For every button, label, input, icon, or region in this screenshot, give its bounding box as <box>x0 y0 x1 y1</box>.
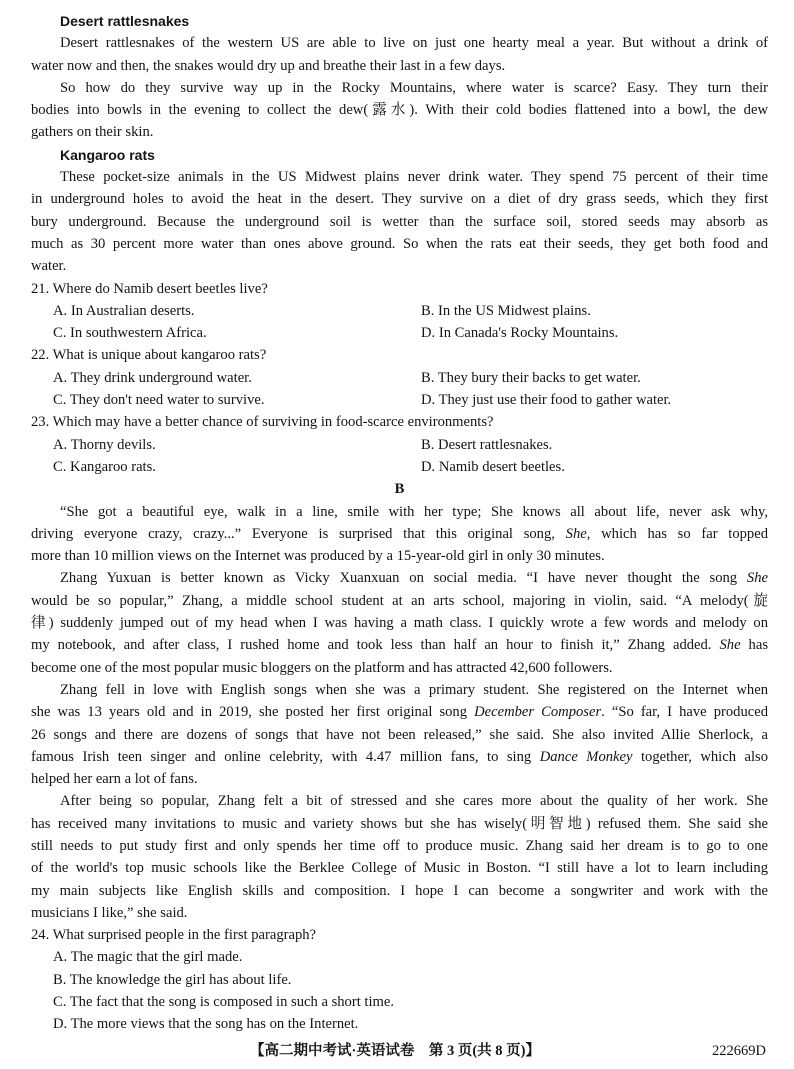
paragraph-line: has received many invitations to music and variety shows but she has wisely(明智地) refused them. She said she <box>31 815 768 832</box>
text-run: , which has so far topped <box>586 525 768 542</box>
text-run: Zhang Yuxuan is better known as Vicky Xuanxuan on social media. “I have never thought the song <box>60 570 747 587</box>
paragraph-line: bodies into bowls in the evening to collect the dew(露水). With their cold bodies flattened into a bowl, the dew <box>31 102 768 119</box>
paragraph-line: musicians I like,” she said. <box>31 904 188 921</box>
paragraph-line: still needs to put study first and only spends her time off to produce music. Zhang said her dream is to go to one <box>31 837 768 854</box>
option-b: B. The knowledge the girl has about life. <box>53 971 292 988</box>
text-run: famous Irish teen singer and online celebrity, with 4.47 million fans, to sing <box>31 748 540 765</box>
text-run: my notebook, and after class, I rushed home and took less than half an hour to finish it,” Zhang added. <box>31 637 720 654</box>
section-heading-snakes: Desert rattlesnakes <box>60 13 190 29</box>
question-21-options-row <box>31 300 768 322</box>
part-b-heading: B <box>394 481 405 498</box>
text-run: has <box>740 637 769 654</box>
paragraph-line <box>31 701 768 723</box>
paragraph-line: Desert rattlesnakes of the western US are able to live on just one hearty meal a year. But without a drink of <box>60 35 768 52</box>
question-23-options-row <box>31 456 768 478</box>
paragraph-line: water. <box>31 258 67 275</box>
question-24-stem: 24. What surprised people in the first paragraph? <box>31 927 317 944</box>
paragraph-line <box>31 634 768 656</box>
song-title: She <box>746 570 768 587</box>
paragraph-line: water now and then, the snakes would dry up and breathe their last in a few days. <box>31 57 506 74</box>
exam-code: 222669D <box>712 1043 766 1059</box>
option-d: D. In Canada's Rocky Mountains. <box>421 325 619 342</box>
page-footer <box>0 1040 794 1062</box>
option-c: C. In southwestern Africa. <box>53 325 207 342</box>
paragraph-line: bury underground. Because the underground soil is wetter than the surface soil, stored seeds may absorb as <box>31 213 768 230</box>
paragraph-line: “She got a beautiful eye, walk in a line, smile with her type; She knows all about life, never ask why, <box>60 503 768 520</box>
option-c: C. They don't need water to survive. <box>53 392 265 409</box>
paragraph-line: gathers on their skin. <box>31 124 154 141</box>
option-c: C. Kangaroo rats. <box>53 458 156 475</box>
paragraph-line: would be so popular,” Zhang, a middle school student at an arts school, majoring in violin, said. “A melody(旋 <box>31 592 768 609</box>
song-title: She <box>719 637 741 654</box>
question-21-stem: 21. Where do Namib desert beetles live? <box>31 280 268 297</box>
song-title: December Composer <box>474 704 602 721</box>
exam-title-footer: 【高二期中考试·英语试卷 第 3 页(共 8 页)】 <box>250 1043 540 1059</box>
paragraph-line: my main subjects like English skills and composition. I hope I can become a songwriter and work with the <box>31 882 768 899</box>
option-a: A. In Australian deserts. <box>53 302 195 319</box>
text-run: driving everyone crazy, crazy...” Everyone is surprised that this original song, <box>31 525 566 542</box>
text-run: together, which also <box>632 748 769 765</box>
question-22-options-row <box>31 389 768 411</box>
question-22-options-row <box>31 367 768 389</box>
text-run: she was 13 years old and in 2019, she posted her first original song <box>31 704 475 721</box>
song-title: Dance Monkey <box>539 748 633 765</box>
paragraph-line: more than 10 million views on the Internet was produced by a 15-year-old girl in only 30 minutes. <box>31 548 605 565</box>
option-b: B. Desert rattlesnakes. <box>421 436 553 453</box>
paragraph-line <box>31 567 768 589</box>
option-d: D. Namib desert beetles. <box>421 458 565 475</box>
exam-page <box>31 10 768 1036</box>
option-a: A. Thorny devils. <box>53 436 156 453</box>
option-d: D. The more views that the song has on the Internet. <box>53 1016 359 1033</box>
question-23-stem: 23. Which may have a better chance of surviving in food-scarce environments? <box>31 414 494 431</box>
paragraph-line: of the world's top music schools like the Berklee College of Music in Boston. “I still have a lot to learn including <box>31 860 768 877</box>
paragraph-line: So how do they survive way up in the Rocky Mountains, where water is scarce? Easy. They turn their <box>60 79 768 96</box>
song-title: She <box>565 525 587 542</box>
question-21-options-row <box>31 322 768 344</box>
paragraph-line: After being so popular, Zhang felt a bit of stressed and she cares more about the quality of her work. She <box>60 793 768 810</box>
paragraph-line: much as 30 percent more water than ones above ground. So when the rats eat their seeds, they get both food and <box>31 235 768 252</box>
option-b: B. They bury their backs to get water. <box>421 369 641 386</box>
paragraph-line: helped her earn a lot of fans. <box>31 771 198 788</box>
paragraph-line: 26 songs and there are dozens of songs that have not been released,” she said. She also invited Allie Sherlock, a <box>31 726 768 743</box>
option-d: D. They just use their food to gather water. <box>421 392 672 409</box>
section-heading-rats: Kangaroo rats <box>60 146 155 163</box>
paragraph-line <box>31 746 768 768</box>
paragraph-line: 律) suddenly jumped out of my head when I was having a math class. I quickly wrote a few words and melody on <box>31 615 768 632</box>
option-a: A. They drink underground water. <box>53 369 252 386</box>
paragraph-line: in underground holes to avoid the heat in the desert. They survive on a diet of dry grass seeds, which they first <box>31 191 768 208</box>
option-a: A. The magic that the girl made. <box>53 949 243 966</box>
paragraph-line: become one of the most popular music bloggers on the platform and has attracted 42,600 followers. <box>31 659 613 676</box>
paragraph-line: Zhang fell in love with English songs when she was a primary student. She registered on the Internet when <box>60 681 768 698</box>
question-23-options-row <box>31 434 768 456</box>
option-c: C. The fact that the song is composed in such a short time. <box>53 994 395 1011</box>
option-b: B. In the US Midwest plains. <box>421 302 591 319</box>
text-run: . “So far, I have produced <box>601 704 768 721</box>
paragraph-line: These pocket-size animals in the US Midwest plains never drink water. They spend 75 percent of their time <box>60 169 768 186</box>
paragraph-line <box>31 523 768 545</box>
question-22-stem: 22. What is unique about kangaroo rats? <box>31 347 267 364</box>
